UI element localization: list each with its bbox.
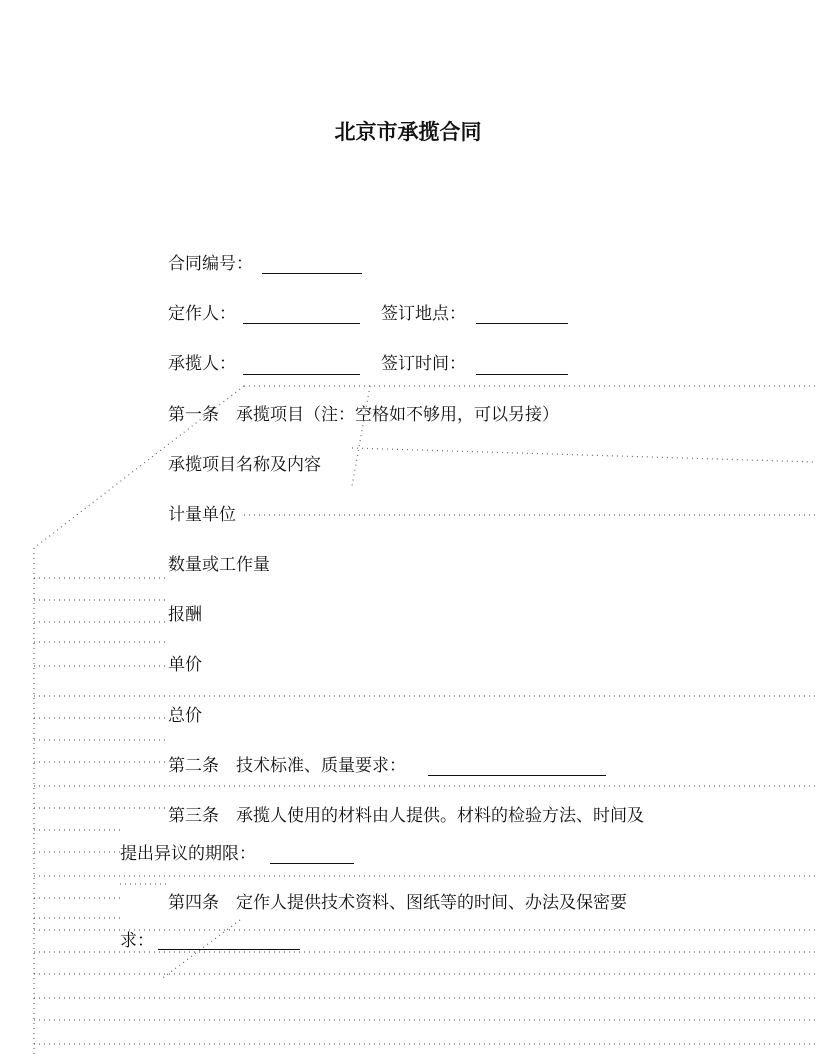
article-4-line-2: 求： [120, 931, 154, 951]
objection-period-field[interactable] [270, 863, 354, 864]
article-4-line-1: 第四条 定作人提供技术资料、图纸等的时间、办法及保密要 [168, 893, 627, 913]
contract-number-label: 合同编号： [168, 254, 253, 274]
unit-label: 计量单位 [168, 505, 236, 525]
article-2-heading: 第二条 技术标准、质量要求： [168, 756, 406, 776]
contractor-field[interactable] [243, 374, 360, 375]
quantity-label: 数量或工作量 [168, 555, 270, 575]
sign-place-label: 签订地点： [381, 304, 466, 324]
ordering-party-label: 定作人： [168, 304, 236, 324]
article-1-heading: 第一条 承揽项目（注：空格如不够用，可以另接） [168, 405, 559, 425]
sign-time-field[interactable] [476, 374, 568, 375]
sign-time-label: 签订时间： [381, 354, 466, 374]
contractor-label: 承揽人： [168, 354, 236, 374]
article-3-line-2: 提出异议的期限： [120, 844, 256, 864]
confidentiality-field[interactable] [158, 949, 300, 950]
sign-place-field[interactable] [476, 323, 568, 324]
ordering-party-field[interactable] [243, 323, 360, 324]
article-3-line-1: 第三条 承揽人使用的材料由人提供。材料的检验方法、时间及 [168, 806, 644, 826]
unit-price-label: 单价 [168, 655, 202, 675]
quality-requirement-field[interactable] [428, 775, 606, 776]
reward-label: 报酬 [168, 605, 202, 625]
total-price-label: 总价 [168, 706, 202, 726]
item-name-label: 承揽项目名称及内容 [168, 455, 321, 475]
document-title: 北京市承揽合同 [334, 120, 482, 144]
contract-number-field[interactable] [262, 273, 362, 274]
